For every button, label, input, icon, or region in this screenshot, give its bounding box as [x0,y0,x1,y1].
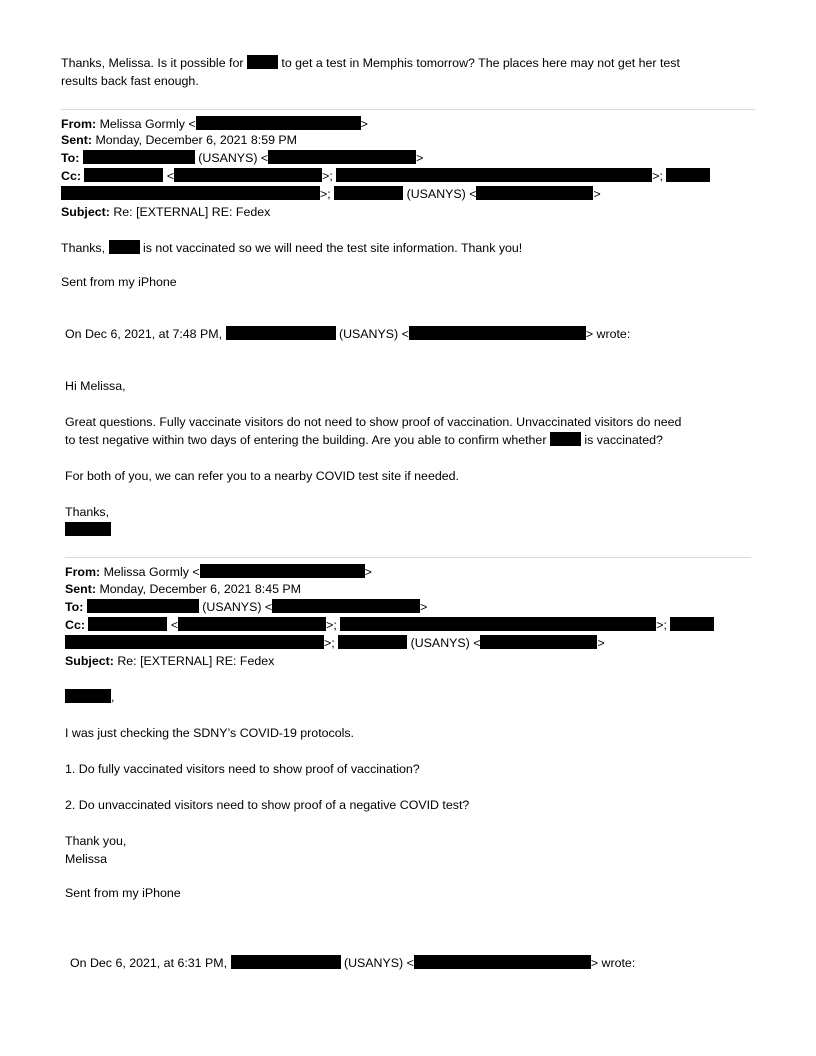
redaction [247,55,278,69]
message-2-line-1: I was just checking the SDNY’s COVID-19 protocols. [65,726,355,740]
header-from: From: Melissa Gormly < > [65,565,372,579]
header-cc-cont: >; (USANYS) < > [65,634,605,652]
header-subject: Subject: Re: [EXTERNAL] RE: Fedex [65,654,275,668]
message-1-body: Thanks, is not vaccinated so we will need the test site information. Thank you! [61,241,523,255]
message-2-thank-you: Thank you, [65,834,127,848]
redaction [338,635,407,649]
redaction [414,955,591,969]
quote-1-para-1-line-2: to test negative within two days of entering the building. Are you able to confirm whether is vaccinated? [65,433,663,447]
header-to: To: (USANYS) < > [65,600,428,614]
quote-1-signature [65,521,111,539]
redaction [87,599,199,613]
header-subject: Subject: Re: [EXTERNAL] RE: Fedex [61,205,271,219]
redaction [550,432,581,446]
quote-1-attribution: On Dec 6, 2021, at 7:48 PM, (USANYS) < > wrote: [65,327,631,341]
header-sent: Sent: Monday, December 6, 2021 8:45 PM [65,582,302,596]
redaction [268,150,416,164]
redaction [83,150,195,164]
message-1-signature: Sent from my iPhone [61,275,177,289]
redaction [61,186,320,200]
header-cc-cont: >; (USANYS) < > [61,185,601,203]
redaction [109,240,140,254]
redaction [65,635,324,649]
message-2-question-2: 2. Do unvaccinated visitors need to show proof of a negative COVID test? [65,798,470,812]
redaction [65,689,111,703]
header-cc: Cc: < >; >; [65,616,714,634]
header-sent: Sent: Monday, December 6, 2021 8:59 PM [61,133,298,147]
redaction [196,116,361,130]
redaction [480,635,597,649]
redaction [476,186,593,200]
quote-1-para-1-line-1: Great questions. Fully vaccinate visitors do not need to show proof of vaccination. Unvaccinated visitors do need [65,415,682,429]
message-2-signature: Sent from my iPhone [65,886,181,900]
reply-line-2: results back fast enough. [61,74,199,88]
redaction [670,617,714,631]
redaction [65,522,111,536]
redaction [174,168,322,182]
redaction [334,186,403,200]
header-to: To: (USANYS) < > [61,151,424,165]
divider [65,557,751,558]
redaction [178,617,326,631]
message-2-greeting: , [65,688,114,706]
redaction [340,617,656,631]
redaction [84,168,163,182]
redaction [336,168,652,182]
divider [61,109,755,110]
redaction [231,955,341,969]
header-from: From: Melissa Gormly < > [61,117,368,131]
redaction [409,326,586,340]
redaction [226,326,336,340]
redaction [666,168,710,182]
redaction [200,564,365,578]
quote-1-para-2: For both of you, we can refer you to a nearby COVID test site if needed. [65,469,459,483]
message-2-name: Melissa [65,852,107,866]
quote-2-attribution: On Dec 6, 2021, at 6:31 PM, (USANYS) < > wrote: [70,956,636,970]
quote-1-signoff: Thanks, [65,505,110,519]
header-cc: Cc: < >; >; [61,167,710,185]
redaction [272,599,420,613]
message-2-question-1: 1. Do fully vaccinated visitors need to show proof of vaccination? [65,762,420,776]
quote-1-greeting: Hi Melissa, [65,379,126,393]
redaction [88,617,167,631]
reply-line-1: Thanks, Melissa. Is it possible for to get a test in Memphis tomorrow? The places here may not get her test [61,56,680,70]
